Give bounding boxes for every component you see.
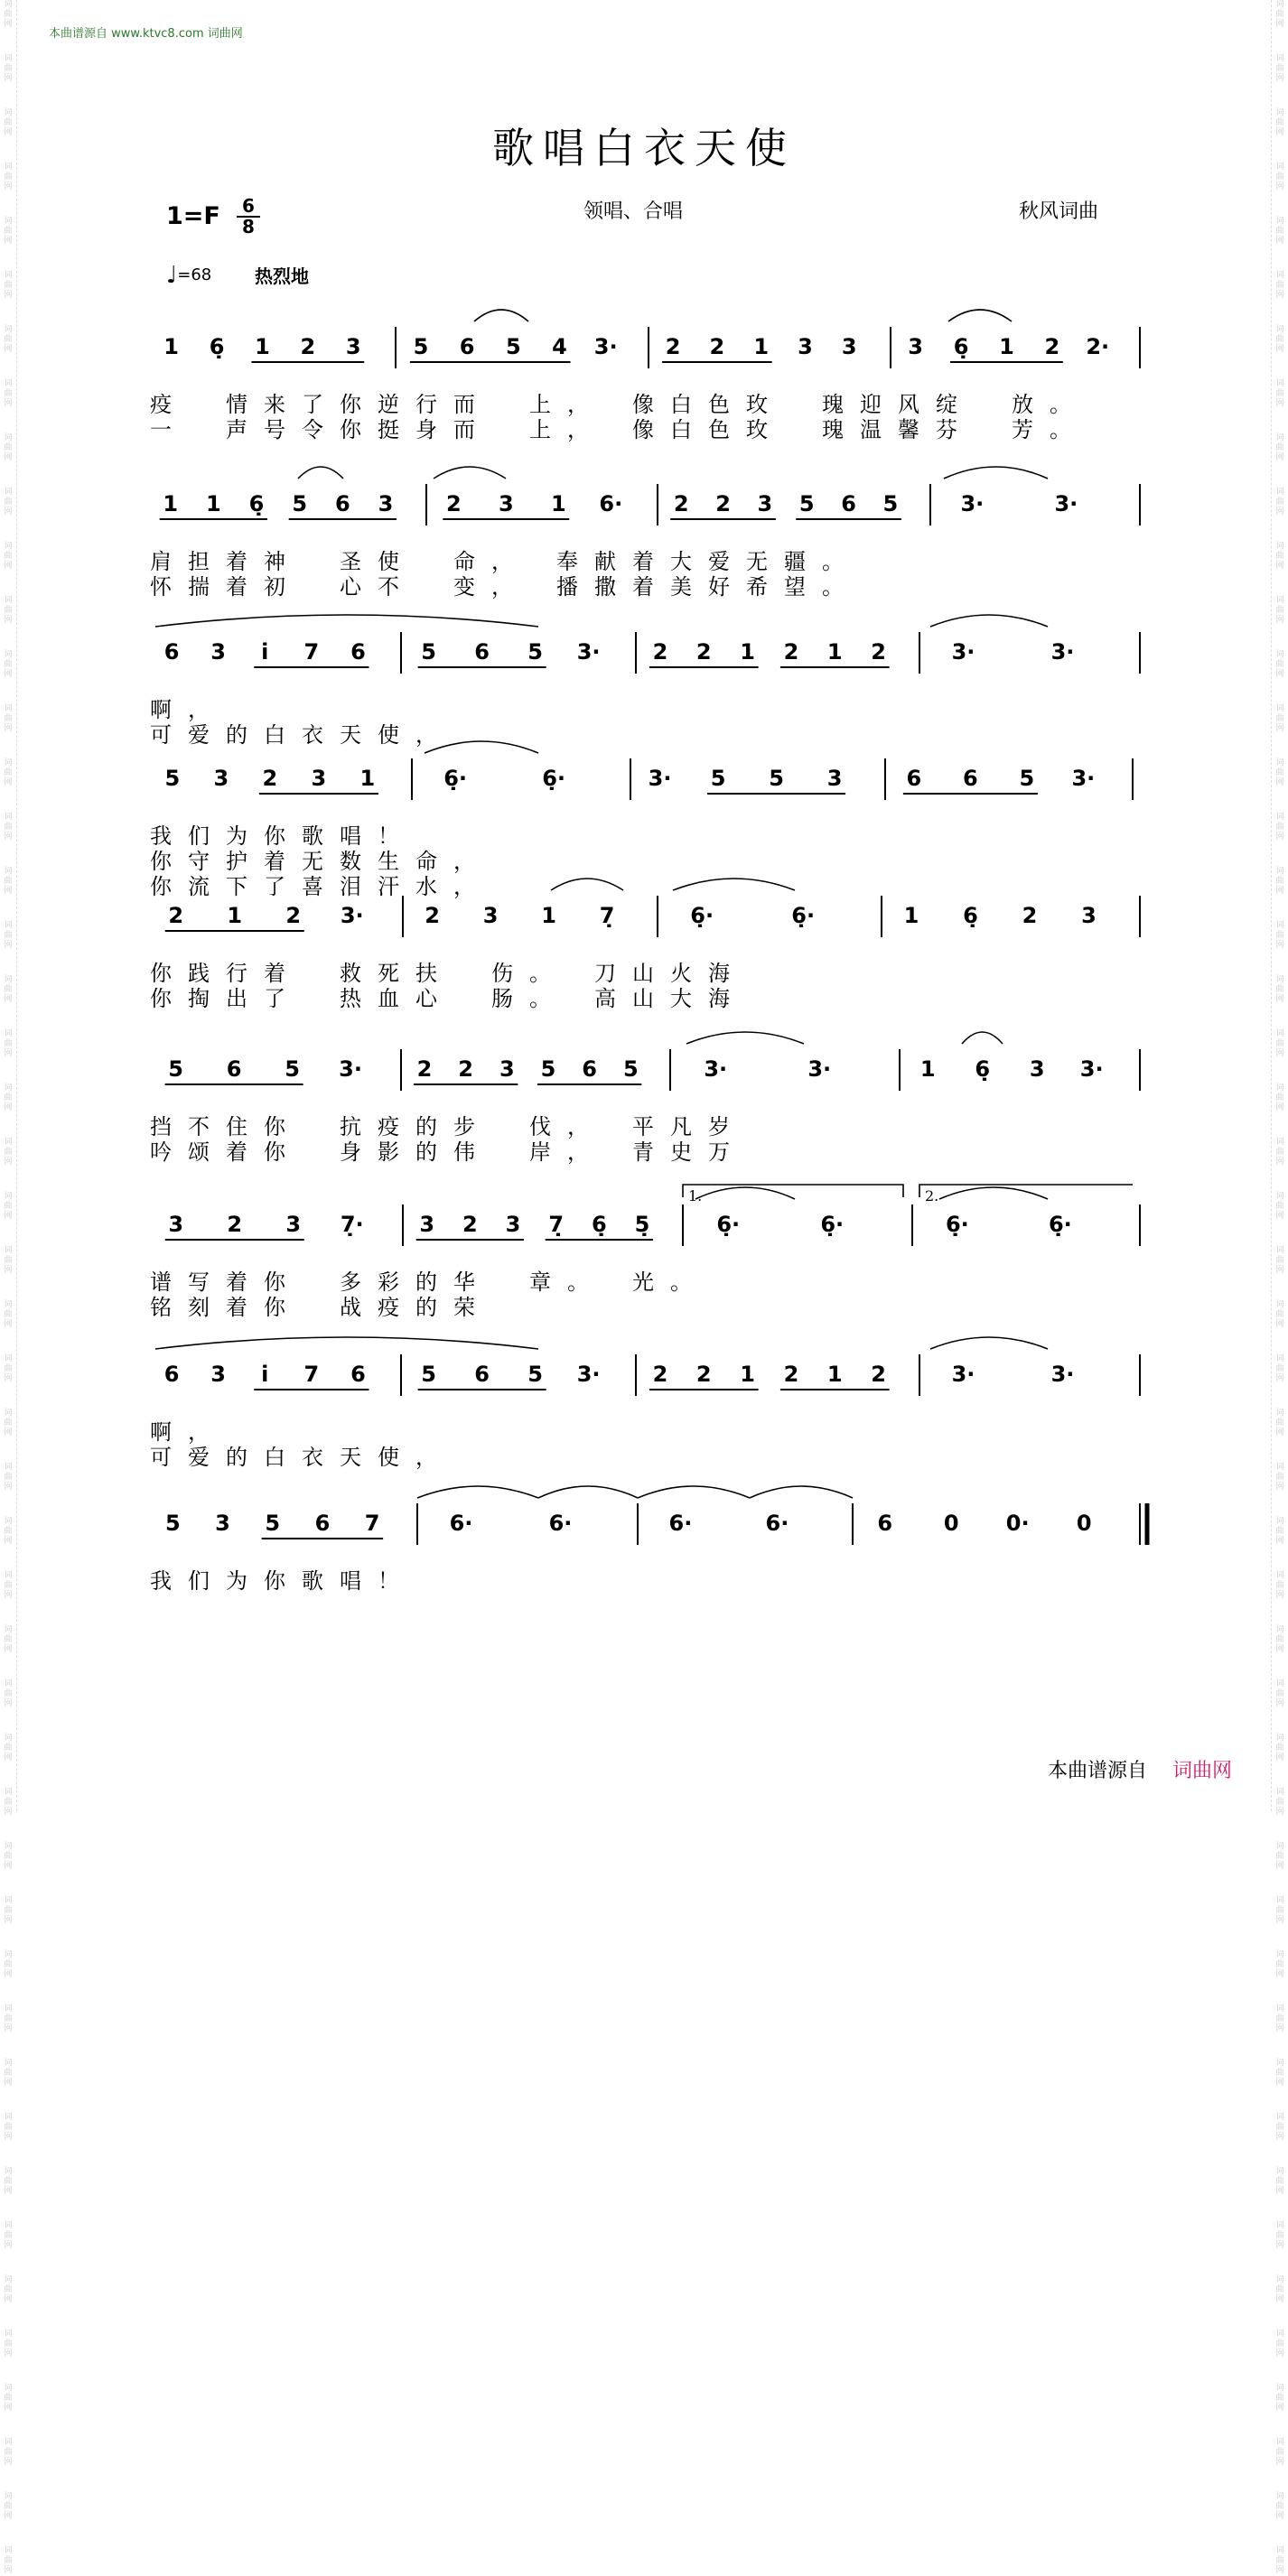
watermark-text: 词 曲 网 bbox=[4, 704, 13, 733]
note: 2 bbox=[168, 903, 184, 928]
watermark-text: 词 曲 网 bbox=[1275, 1409, 1284, 1437]
note: 5 bbox=[769, 766, 784, 791]
watermark-text: 词 曲 网 bbox=[1275, 2059, 1284, 2088]
note: 3 bbox=[1081, 903, 1097, 928]
watermark-text: 词 曲 网 bbox=[1275, 1625, 1284, 1654]
watermark-text: 词 曲 网 bbox=[1275, 542, 1284, 571]
watermark-text: 词 曲 网 bbox=[1275, 1842, 1284, 1871]
note: 2 bbox=[458, 1056, 474, 1082]
note: 2 bbox=[715, 491, 731, 516]
watermark-text: 词 曲 网 bbox=[1275, 921, 1284, 950]
note: 6 bbox=[350, 1362, 366, 1387]
note: 5 bbox=[527, 1362, 544, 1387]
note: 3 bbox=[378, 491, 394, 516]
watermark-text: 词 曲 网 bbox=[4, 1679, 13, 1708]
watermark-text: 词 曲 网 bbox=[1275, 108, 1284, 137]
watermark-text: 词 曲 网 bbox=[4, 163, 13, 191]
watermark-text: 词 曲 网 bbox=[4, 2546, 13, 2575]
slur bbox=[930, 615, 1048, 627]
note: 6 bbox=[877, 1511, 893, 1536]
watermark-text: 词 曲 网 bbox=[4, 433, 13, 462]
watermark-text: 词 曲 网 bbox=[4, 2221, 13, 2250]
top-source-note: 本曲谱源自 www.ktvc8.com 词曲网 bbox=[49, 27, 243, 41]
watermark-text: 词 曲 网 bbox=[1275, 704, 1284, 733]
watermark-text: 词 曲 网 bbox=[4, 2113, 13, 2142]
watermark-text: 词 曲 网 bbox=[1275, 1083, 1284, 1112]
note: 2 bbox=[665, 334, 681, 359]
note: 5 bbox=[164, 766, 181, 791]
slur bbox=[948, 310, 1012, 321]
note: 0· bbox=[1005, 1511, 1030, 1536]
note: 6̣· bbox=[820, 1212, 845, 1237]
note: 6 bbox=[314, 1511, 331, 1536]
watermark-text: 词 曲 网 bbox=[1275, 1734, 1284, 1762]
note: 2 bbox=[1022, 903, 1038, 928]
note: 5 bbox=[413, 334, 429, 359]
note: 3· bbox=[1050, 639, 1075, 665]
note: 5 bbox=[622, 1056, 639, 1082]
watermark-text: 词 曲 网 bbox=[1275, 975, 1284, 1004]
watermark-text: 词 曲 网 bbox=[4, 867, 13, 896]
note: 3 bbox=[482, 903, 499, 928]
watermark-text: 词 曲 网 bbox=[1275, 1354, 1284, 1383]
note: 6· bbox=[599, 491, 623, 516]
note: 6̣· bbox=[791, 903, 816, 928]
note: 6· bbox=[548, 1511, 573, 1536]
slur bbox=[673, 879, 795, 890]
slur bbox=[638, 1486, 750, 1498]
note: 2 bbox=[695, 639, 712, 665]
note: 5 bbox=[710, 766, 726, 791]
watermark-text: 词 曲 网 bbox=[1275, 596, 1284, 625]
note: 3 bbox=[757, 491, 773, 516]
note: 5 bbox=[882, 491, 899, 516]
note: 2 bbox=[783, 639, 799, 665]
note: 3· bbox=[340, 903, 364, 928]
note: 3 bbox=[215, 1511, 230, 1536]
note: 6̣ bbox=[248, 491, 265, 516]
note: 1 bbox=[919, 1056, 936, 1082]
lyric-line: 谱写着你 多彩的华 章。 光。 bbox=[150, 1269, 708, 1295]
watermark-text: 词 曲 网 bbox=[4, 2004, 13, 2033]
watermark-text: 词 曲 网 bbox=[4, 1192, 13, 1221]
slur bbox=[155, 615, 538, 627]
note: 7̣· bbox=[340, 1212, 364, 1237]
note: 5 bbox=[421, 1362, 437, 1387]
watermark-text: 词 曲 网 bbox=[1275, 2004, 1284, 2033]
lyric-line: 我们为你歌唱！ bbox=[150, 1568, 415, 1594]
note: 5̣ bbox=[634, 1212, 650, 1237]
watermark-text: 词 曲 网 bbox=[1275, 2438, 1284, 2467]
watermark-text: 词 曲 网 bbox=[1275, 163, 1284, 191]
note: 3· bbox=[951, 639, 975, 665]
watermark-text: 词 曲 网 bbox=[4, 1896, 13, 1925]
lyric-line: 可爱的白衣天使， bbox=[150, 722, 453, 748]
note: 6̣· bbox=[945, 1212, 969, 1237]
note: 6 bbox=[906, 766, 922, 791]
note: 3 bbox=[841, 334, 857, 359]
watermark-text: 词 曲 网 bbox=[4, 1083, 13, 1112]
watermark-text: 词 曲 网 bbox=[4, 542, 13, 571]
lyric-line: 一 声号令你挺身而 上， 像白色玫 瑰温馨芬 芳。 bbox=[150, 417, 1087, 442]
watermark-text: 词 曲 网 bbox=[4, 54, 13, 83]
watermark-text: 词 曲 网 bbox=[4, 758, 13, 787]
slur bbox=[538, 1486, 638, 1498]
note: 1 bbox=[163, 491, 179, 516]
note: 1 bbox=[359, 766, 376, 791]
watermark-text: 词 曲 网 bbox=[4, 1409, 13, 1437]
watermark-text: 词 曲 网 bbox=[4, 217, 13, 246]
slur bbox=[939, 1187, 1048, 1199]
note: 7̣ bbox=[548, 1212, 565, 1237]
note: 2 bbox=[262, 766, 278, 791]
note: i bbox=[261, 639, 269, 665]
watermark-text: 词 曲 网 bbox=[1275, 271, 1284, 300]
slur bbox=[474, 310, 528, 321]
note: 3· bbox=[648, 766, 672, 791]
watermark-text: 词 曲 网 bbox=[4, 1138, 13, 1167]
watermark-text: 词 曲 网 bbox=[4, 1842, 13, 1871]
watermark-text: 词 曲 网 bbox=[4, 108, 13, 137]
watermark-text: 词 曲 网 bbox=[1275, 217, 1284, 246]
watermark-text: 词 曲 网 bbox=[4, 650, 13, 679]
watermark-text: 词 曲 网 bbox=[4, 1788, 13, 1817]
lyric-line: 我们为你歌唱！ bbox=[150, 823, 415, 849]
note: 6̣· bbox=[443, 766, 468, 791]
watermark-text: 词 曲 网 bbox=[4, 596, 13, 625]
note: 6̣ bbox=[953, 334, 969, 359]
note: 6 bbox=[459, 334, 475, 359]
watermark-text: 词 曲 网 bbox=[4, 1571, 13, 1600]
note: 5 bbox=[292, 491, 308, 516]
note: 5 bbox=[164, 1511, 181, 1536]
quarter-note-icon: ♩ bbox=[166, 262, 178, 289]
note: 6̣· bbox=[690, 903, 714, 928]
note: 2 bbox=[709, 334, 725, 359]
note: 3 bbox=[499, 1056, 515, 1082]
note: 6̣ bbox=[963, 903, 978, 928]
watermark-text: 词 曲 网 bbox=[1275, 0, 1284, 29]
note: 2· bbox=[1086, 334, 1110, 359]
note: 6· bbox=[668, 1511, 693, 1536]
note: 3· bbox=[1071, 766, 1096, 791]
note: 3 bbox=[1029, 1056, 1045, 1082]
note: 5 bbox=[168, 1056, 183, 1082]
note: 3 bbox=[285, 1212, 302, 1237]
watermark-text: 词 曲 网 bbox=[4, 325, 13, 354]
watermark-text: 词 曲 网 bbox=[4, 2059, 13, 2088]
slur bbox=[944, 467, 1048, 479]
watermark-text: 词 曲 网 bbox=[1275, 1517, 1284, 1546]
tempo-value: =68 bbox=[177, 265, 212, 284]
note: 5 bbox=[540, 1056, 556, 1082]
watermark-text: 词 曲 网 bbox=[4, 2275, 13, 2304]
meter-numerator: 6 bbox=[237, 197, 260, 218]
note: 6 bbox=[582, 1056, 598, 1082]
note: 2 bbox=[285, 903, 302, 928]
note: 3· bbox=[576, 1362, 601, 1387]
note: 6 bbox=[163, 1362, 180, 1387]
note: 2 bbox=[652, 1362, 668, 1387]
lyric-line: 吟颂着你 身影的伟 岸， 青史万 bbox=[150, 1139, 746, 1165]
watermark-text: 词 曲 网 bbox=[1275, 1300, 1284, 1329]
watermark-text: 词 曲 网 bbox=[4, 2384, 13, 2413]
watermark-text: 词 曲 网 bbox=[4, 488, 13, 516]
slur bbox=[686, 1032, 804, 1044]
note: 7̣ bbox=[599, 903, 615, 928]
watermark-text: 词 曲 网 bbox=[4, 379, 13, 408]
note: 3 bbox=[798, 334, 813, 359]
note: 6 bbox=[350, 639, 366, 665]
lyric-line: 你践行着 救死扶 伤。 刀山火海 bbox=[150, 961, 746, 986]
watermark-text: 词 曲 网 bbox=[1275, 2167, 1284, 2196]
lyric-line: 肩担着神 圣使 命， 奉献着大爱无疆。 bbox=[150, 549, 860, 574]
note: 2 bbox=[462, 1212, 478, 1237]
note: 3· bbox=[1050, 1362, 1075, 1387]
watermark-text: 词 曲 网 bbox=[1275, 2113, 1284, 2142]
note: 2 bbox=[1044, 334, 1060, 359]
watermark-text: 词 曲 网 bbox=[4, 1950, 13, 1979]
watermark-text: 词 曲 网 bbox=[1275, 1192, 1284, 1221]
note: 1 bbox=[550, 491, 566, 516]
watermark-text: 词 曲 网 bbox=[1275, 2492, 1284, 2521]
note: 1 bbox=[740, 639, 755, 665]
note: 7 bbox=[364, 1511, 380, 1536]
watermark-text: 词 曲 网 bbox=[4, 1354, 13, 1383]
expression-mark: 热烈地 bbox=[255, 265, 309, 287]
note: 1 bbox=[205, 491, 221, 516]
note: 2 bbox=[695, 1362, 712, 1387]
note: 6· bbox=[765, 1511, 789, 1536]
note: 6 bbox=[474, 639, 490, 665]
note: 2 bbox=[416, 1056, 433, 1082]
note: 5 bbox=[1019, 766, 1035, 791]
note: 6̣ bbox=[591, 1212, 607, 1237]
lyric-line: 铭刻着你 战疫的荣 bbox=[150, 1295, 491, 1320]
watermark-text: 词 曲 网 bbox=[4, 2492, 13, 2521]
watermark-text: 词 曲 网 bbox=[4, 975, 13, 1004]
note: 2 bbox=[425, 903, 440, 928]
note: 1 bbox=[740, 1362, 755, 1387]
note: 6̣· bbox=[542, 766, 566, 791]
note: 3· bbox=[704, 1056, 728, 1082]
watermark-text: 词 曲 网 bbox=[4, 271, 13, 300]
meter-denominator: 8 bbox=[242, 216, 255, 237]
watermark-text: 词 曲 网 bbox=[4, 1734, 13, 1762]
note: 5 bbox=[421, 639, 437, 665]
slur bbox=[962, 1032, 1003, 1044]
note: 0 bbox=[943, 1511, 959, 1536]
note: 3 bbox=[311, 766, 327, 791]
note: 2 bbox=[871, 639, 886, 665]
slur bbox=[434, 467, 506, 479]
note: 1 bbox=[903, 903, 919, 928]
watermark-text: 词 曲 网 bbox=[4, 1029, 13, 1058]
watermark-text: 词 曲 网 bbox=[1275, 1788, 1284, 1817]
watermark-text: 词 曲 网 bbox=[1275, 1571, 1284, 1600]
note: 0 bbox=[1076, 1511, 1092, 1536]
note: 6̣ bbox=[209, 334, 225, 359]
note: 2 bbox=[227, 1212, 243, 1237]
note: 3 bbox=[213, 766, 229, 791]
slur bbox=[750, 1486, 853, 1498]
slur bbox=[417, 1486, 538, 1498]
lyric-line: 可爱的白衣天使， bbox=[150, 1445, 453, 1470]
note: 5 bbox=[798, 491, 815, 516]
note: 1 bbox=[826, 1362, 843, 1387]
watermark-text: 词 曲 网 bbox=[4, 2330, 13, 2358]
watermark-text: 词 曲 网 bbox=[4, 1300, 13, 1329]
note: 6· bbox=[449, 1511, 473, 1536]
note: 3· bbox=[1054, 491, 1078, 516]
note: 1 bbox=[826, 639, 843, 665]
song-title: 歌唱白衣天使 bbox=[492, 124, 796, 172]
watermark-text: 词 曲 网 bbox=[1275, 2221, 1284, 2250]
note: 3· bbox=[339, 1056, 362, 1082]
note: 4 bbox=[552, 334, 567, 359]
note: 2 bbox=[300, 334, 316, 359]
note: 3 bbox=[168, 1212, 184, 1237]
note: 3· bbox=[807, 1056, 832, 1082]
note: 3 bbox=[210, 1362, 227, 1387]
watermark-text: 词 曲 网 bbox=[1275, 1246, 1284, 1275]
note: 3 bbox=[826, 766, 843, 791]
key-signature: 1=F bbox=[166, 202, 220, 230]
watermark-text: 词 曲 网 bbox=[1275, 813, 1284, 842]
watermark-text: 词 曲 网 bbox=[1275, 867, 1284, 896]
note: 3· bbox=[576, 639, 601, 665]
watermark-text: 词 曲 网 bbox=[1275, 758, 1284, 787]
lyric-line: 疫 情来了你逆行而 上， 像白色玫 瑰迎风绽 放。 bbox=[150, 392, 1087, 417]
note: 2 bbox=[783, 1362, 799, 1387]
note: 6 bbox=[163, 639, 180, 665]
watermark-text: 词 曲 网 bbox=[4, 1463, 13, 1492]
watermark-text: 词 曲 网 bbox=[4, 2438, 13, 2467]
note: 5 bbox=[527, 639, 544, 665]
author-credit: 秋风词曲 bbox=[1019, 200, 1099, 223]
note: 1 bbox=[999, 334, 1014, 359]
note: 6̣· bbox=[1048, 1212, 1072, 1237]
bottom-site-link[interactable]: 词曲网 bbox=[1172, 1760, 1233, 1782]
note: 1 bbox=[753, 334, 770, 359]
note: 1 bbox=[227, 903, 243, 928]
note: 3 bbox=[210, 639, 227, 665]
watermark-text: 词 曲 网 bbox=[1275, 325, 1284, 354]
watermark-text: 词 曲 网 bbox=[1275, 54, 1284, 83]
lyric-line: 你掏出了 热血心 肠。 高山大海 bbox=[150, 986, 746, 1011]
watermark-text: 词 曲 网 bbox=[1275, 1463, 1284, 1492]
slur bbox=[551, 879, 623, 890]
watermark-text: 词 曲 网 bbox=[1275, 1029, 1284, 1058]
note: 1 bbox=[541, 903, 556, 928]
watermark-text: 词 曲 网 bbox=[1275, 650, 1284, 679]
watermark-text: 词 曲 网 bbox=[4, 813, 13, 842]
slur bbox=[930, 1337, 1048, 1349]
watermark-text: 词 曲 网 bbox=[1275, 379, 1284, 408]
note: 3· bbox=[1079, 1056, 1104, 1082]
watermark-text: 词 曲 网 bbox=[1275, 1950, 1284, 1979]
note: 7 bbox=[303, 1362, 320, 1387]
watermark-text: 词 曲 网 bbox=[4, 1246, 13, 1275]
note: 3 bbox=[498, 491, 514, 516]
note: 5 bbox=[285, 1056, 300, 1082]
watermark-text: 词 曲 网 bbox=[4, 1625, 13, 1654]
volta-number: 1. bbox=[688, 1187, 703, 1204]
watermark-text: 词 曲 网 bbox=[1275, 2275, 1284, 2304]
note: 6̣· bbox=[716, 1212, 741, 1237]
watermark-text: 词 曲 网 bbox=[4, 1517, 13, 1546]
watermark-text: 词 曲 网 bbox=[1275, 2384, 1284, 2413]
note: 6 bbox=[963, 766, 978, 791]
watermark-text: 词 曲 网 bbox=[1275, 2330, 1284, 2358]
lyric-line: 你守护着无数生命， bbox=[150, 849, 491, 874]
note: 3 bbox=[419, 1212, 435, 1237]
note: 1 bbox=[255, 334, 270, 359]
watermark-text: 词 曲 网 bbox=[1275, 1138, 1284, 1167]
note: 1 bbox=[163, 334, 179, 359]
note: 5 bbox=[505, 334, 521, 359]
performance-type: 领唱、合唱 bbox=[583, 200, 684, 223]
note: 3 bbox=[345, 334, 361, 359]
note: 7 bbox=[303, 639, 320, 665]
lyric-line: 啊， bbox=[150, 697, 226, 722]
note: 6 bbox=[474, 1362, 490, 1387]
watermark-text: 词 曲 网 bbox=[1275, 1679, 1284, 1708]
note: 5 bbox=[265, 1511, 281, 1536]
note: 2 bbox=[445, 491, 462, 516]
volta-number: 2. bbox=[925, 1187, 939, 1204]
note: 6 bbox=[226, 1056, 242, 1082]
watermark-text: 词 曲 网 bbox=[1275, 2546, 1284, 2575]
note: 3· bbox=[960, 491, 985, 516]
slur bbox=[155, 1337, 538, 1349]
watermark-text: 词 曲 网 bbox=[4, 921, 13, 950]
note: 2 bbox=[871, 1362, 886, 1387]
note: 2 bbox=[652, 639, 668, 665]
lyric-line: 啊， bbox=[150, 1419, 226, 1445]
watermark-text: 词 曲 网 bbox=[1275, 488, 1284, 516]
note: 3· bbox=[951, 1362, 975, 1387]
watermark-text: 词 曲 网 bbox=[1275, 1896, 1284, 1925]
watermark-text: 词 曲 网 bbox=[4, 2167, 13, 2196]
note: 3 bbox=[908, 334, 923, 359]
watermark-text: 词 曲 网 bbox=[1275, 433, 1284, 462]
note: 6̣ bbox=[975, 1056, 991, 1082]
note: 3 bbox=[505, 1212, 521, 1237]
note: i bbox=[261, 1362, 269, 1387]
lyric-line: 你流下了喜泪汗水， bbox=[150, 874, 491, 899]
lyric-line: 挡不住你 抗疫的步 伐， 平凡岁 bbox=[150, 1114, 746, 1139]
slur bbox=[298, 467, 343, 479]
note: 3· bbox=[593, 334, 618, 359]
note: 6 bbox=[841, 491, 856, 516]
watermark-text: 词 曲 网 bbox=[4, 0, 13, 29]
slur bbox=[695, 1187, 795, 1199]
bottom-source-note: 本曲谱源自 bbox=[1048, 1760, 1148, 1782]
note: 2 bbox=[673, 491, 689, 516]
note: 6 bbox=[334, 491, 350, 516]
lyric-line: 怀揣着初 心不 变， 播撒着美好希望。 bbox=[150, 574, 860, 600]
